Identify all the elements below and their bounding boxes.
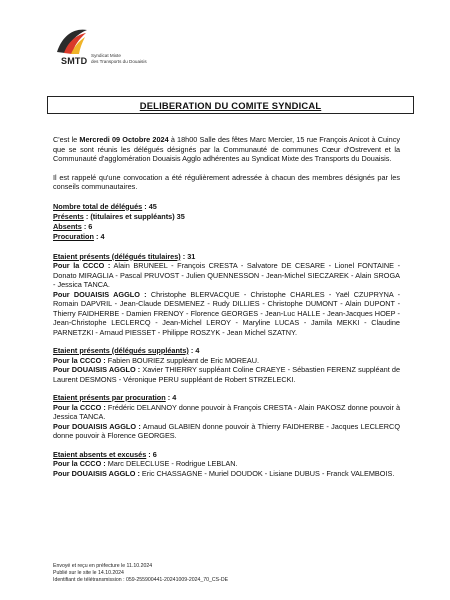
intro-text-start: C'est le — [53, 135, 80, 144]
section-present-titulaires — [53, 252, 400, 338]
convocation-paragraph: Il est rappelé qu'une convocation a été régulièrement adressée à chacun des membres désignés par les conseils communautaires. — [53, 172, 400, 191]
douaisis-agglo-list: Pour DOUAISIS AGGLO : Xavier THIERRY suppléant Coline CRAEYE - Sébastien FERENZ suppléant de Laurent DESMONS - Véronique PERU suppléant de Robert STRZELECKI. — [53, 365, 400, 384]
count-total: Nombre total de délégués : 45 — [53, 201, 157, 211]
count-present: Présents : (titulaires et suppléants) 35 — [53, 211, 185, 221]
count-absent: Absents : 6 — [53, 221, 93, 231]
document-title-box — [47, 96, 414, 114]
transmission-id: Identifiant de télétransmission : 059-255900441-20241009-2024_70_CS-DE — [53, 577, 229, 584]
section-present-suppleants — [53, 346, 400, 384]
ccco-list: Pour la CCCO : Marc DELECLUSE - Rodrigue LEBLAN. — [53, 459, 238, 468]
transmission-footer — [53, 563, 353, 585]
ccco-list: Pour la CCCO : Fabien BOURIEZ suppléant de Eric MOREAU. — [53, 355, 259, 365]
publication-date: Publié sur le site le 14.10.2024 — [53, 570, 124, 577]
intro-paragraph — [53, 135, 400, 164]
section-procuration — [53, 393, 400, 441]
count-procuration: Procuration : 4 — [53, 231, 105, 241]
section-absents — [53, 450, 400, 479]
smtd-logo-mark-icon — [55, 26, 89, 56]
attendance-counts — [53, 202, 400, 242]
smtd-logo — [55, 26, 175, 70]
intro-text-rest: à 18h00 Salle des fêtes Marc Mercier, 15 rue François Anicot à Cuincy que se sont réunis les délégués désignés par la Communauté de communes Cœur d'Ostrevent et la Communauté d'agglomération Douaisis Agglo adhérentes au Syndicat Mixte des Transports du Douaisis. — [53, 135, 400, 163]
section-heading: Etaient présents (délégués titulaires) : 31 — [53, 251, 196, 261]
section-heading: Etaient absents et excusés : 6 — [53, 449, 157, 459]
section-heading: Etaient présents par procuration : 4 — [53, 393, 177, 402]
douaisis-agglo-list: Pour DOUAISIS AGGLO : Arnaud GLABIEN donne pouvoir à Thierry FAIDHERBE - Jacques LECLERCQ donne pouvoir à Florence GEORGES. — [53, 421, 400, 440]
meeting-date: Mercredi 09 Octobre 2024 — [79, 135, 169, 144]
prefecture-date: Envoyé et reçu en préfecture le 11.10.2024 — [53, 563, 153, 569]
logo-organization-name: Syndicat Mixte des Transports du Douaisis — [91, 53, 147, 64]
douaisis-agglo-list: Pour DOUAISIS AGGLO : Eric CHASSAGNE - Muriel DOUDOK - Lisiane DUBUS - Franck VALEMBOIS. — [53, 468, 395, 478]
douaisis-agglo-list: Pour DOUAISIS AGGLO : Christophe BLERVACQUE - Christophe CHARLES - Yaël CZUPRYNA - Romain DAPVRIL - Jean-Claude DESMENEZ - Rudy DILLIES - Christophe DUMONT - Alain DUPONT - Thierry FAIDHERBE - Damien FRENOY - Florence GEORGES - Jean-Luc HALLE - Jean-Jacques HOEP - Jean-Christophe LECLERCQ - Jean-Michel LEROY - Maryline LUCAS - Jamila MEKKI - Claudine PARNETZKI - Arnaud PIESSET - Philippe ROSZYK - Jean Michel SZATNY. — [53, 289, 400, 337]
document-body — [53, 135, 400, 478]
logo-abbreviation: SMTD — [61, 56, 88, 66]
section-heading: Etaient présents (délégués suppléants) : 4 — [53, 346, 200, 355]
ccco-list: Pour la CCCO : Alain BRUNEEL - François CRESTA - Salvatore DE CESARE - Lionel FONTAINE - Donato MIRAGLIA - Pascal PRUVOST - Julien QUENNESSON - Jean-Michel SIECZAREK - Alain SROGA - Jessica TANCA. — [53, 261, 401, 289]
document-title: DELIBERATION DU COMITE SYNDICAL — [139, 99, 322, 111]
ccco-list: Pour la CCCO : Frédéric DELANNOY donne pouvoir à François CRESTA - Alain PAKOSZ donne pouvoir à Jessica TANCA. — [53, 402, 400, 421]
